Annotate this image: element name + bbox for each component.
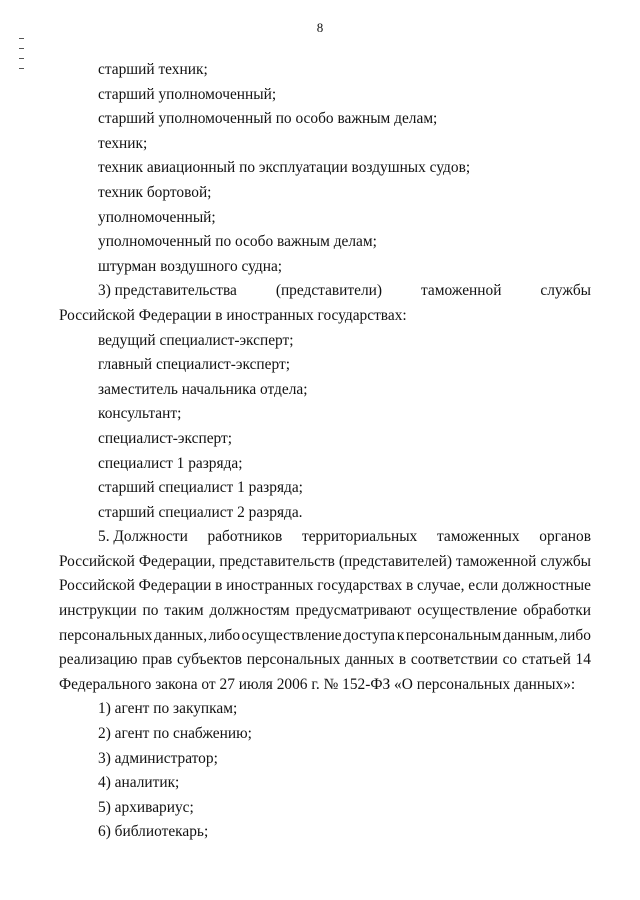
item-3-word: службы: [540, 282, 591, 300]
list-positions-a: [59, 58, 591, 279]
list-item: штурман воздушного судна;: [98, 257, 283, 275]
section-5-line: [59, 574, 591, 599]
item-3-word: 3) представительства: [98, 282, 237, 300]
paragraph-word: работников: [207, 528, 283, 546]
paragraph-word: в: [405, 577, 414, 595]
paragraph-word: должностям: [209, 602, 290, 620]
item-3-paragraph: [59, 279, 591, 328]
list-item: техник авиационный по эксплуатации воздушных судов;: [98, 159, 471, 177]
paragraph-word: персональным: [405, 626, 502, 644]
section-5-line: [59, 624, 591, 649]
paragraph-word: обработки: [523, 602, 591, 620]
list-item: техник бортовой;: [98, 183, 212, 201]
section-5-line: [59, 599, 591, 624]
paragraph-word: по: [142, 602, 159, 620]
paragraph-word: предусматривают: [295, 602, 412, 620]
paragraph-word: осуществление: [241, 626, 342, 644]
list-item: 2) агент по снабжению;: [98, 725, 252, 743]
margin-mark: [19, 58, 24, 59]
paragraph-word: таможенной: [455, 552, 537, 570]
list-item: специалист-эксперт;: [98, 429, 233, 447]
paragraph-word: осуществление: [417, 602, 518, 620]
item-3-word: (представители): [275, 282, 383, 300]
paragraph-word: либо: [208, 626, 241, 644]
paragraph-word: Российской: [59, 577, 135, 595]
section-5-last-line: Федерального закона от 27 июля 2006 г. № 152-ФЗ «О персональных данных»:: [59, 675, 576, 693]
paragraph-word: территориальных: [301, 528, 418, 546]
paragraph-word: инструкции: [59, 602, 137, 620]
section-5-paragraph: [59, 525, 591, 697]
list-item: заместитель начальника отдела;: [98, 380, 308, 398]
paragraph-word: органов: [539, 528, 591, 546]
paragraph-word: доступа: [343, 626, 396, 644]
list-item: старший специалист 2 разряда.: [98, 503, 303, 521]
item-3-word: таможенной: [420, 282, 502, 300]
paragraph-word: к: [396, 626, 405, 644]
paragraph-word: таможенных: [436, 528, 520, 546]
list-item: старший техник;: [98, 61, 208, 78]
list-item: старший специалист 1 разряда;: [98, 479, 303, 497]
list-item: специалист 1 разряда;: [98, 454, 243, 472]
paragraph-word: (представителей): [338, 552, 452, 570]
document-body: [59, 58, 591, 845]
paragraph-word: данных,: [154, 626, 208, 644]
margin-marks: [19, 38, 25, 78]
paragraph-word: 5. Должности: [98, 528, 188, 546]
paragraph-word: статьей: [521, 651, 571, 669]
paragraph-word: Федерации,: [138, 552, 216, 570]
paragraph-word: соответствии: [410, 651, 498, 669]
list-item: уполномоченный по особо важным делам;: [98, 233, 377, 251]
paragraph-word: субъектов: [176, 651, 243, 669]
list-item: главный специалист-эксперт;: [98, 356, 290, 374]
list-item: 3) администратор;: [98, 749, 218, 767]
paragraph-word: 14: [575, 651, 591, 669]
list-item: 5) архивариус;: [98, 798, 194, 816]
paragraph-word: государствах: [317, 577, 403, 595]
paragraph-word: данным,: [502, 626, 558, 644]
list-item: 1) агент по закупкам;: [98, 700, 238, 718]
paragraph-word: если: [468, 577, 499, 595]
list-positions-c: [59, 697, 591, 845]
list-item: техник;: [98, 134, 148, 152]
paragraph-word: персональных: [246, 651, 341, 669]
paragraph-word: в: [215, 577, 223, 595]
margin-mark: [19, 38, 24, 39]
margin-mark: [19, 68, 24, 69]
list-positions-b: [59, 329, 591, 526]
paragraph-word: данных: [344, 651, 395, 669]
paragraph-word: представительств: [219, 552, 335, 570]
paragraph-word: случае,: [417, 577, 465, 595]
section-5-line: [59, 550, 591, 575]
list-item: старший уполномоченный по особо важным делам;: [98, 110, 438, 128]
item-3-continuation: Российской Федерации в иностранных государствах:: [59, 306, 407, 324]
section-5-first-line: [59, 525, 591, 550]
paragraph-word: в: [398, 651, 407, 669]
list-item: 4) аналитик;: [98, 774, 180, 792]
paragraph-word: должностные: [502, 577, 591, 595]
list-item: старший уполномоченный;: [98, 85, 277, 103]
paragraph-word: либо: [559, 626, 591, 644]
list-item: уполномоченный;: [98, 208, 216, 226]
list-item: 6) библиотекарь;: [98, 823, 209, 841]
page-number: 8: [316, 20, 324, 35]
section-5-line: [59, 648, 591, 673]
paragraph-word: прав: [142, 651, 173, 669]
paragraph-word: со: [502, 651, 518, 669]
paragraph-word: таким: [164, 602, 204, 620]
list-item: ведущий специалист-эксперт;: [98, 331, 294, 349]
paragraph-word: иностранных: [226, 577, 314, 595]
paragraph-word: службы: [540, 552, 591, 570]
item-3-heading-line: [59, 279, 591, 304]
paragraph-word: персональных: [59, 626, 153, 644]
paragraph-word: Федерации: [138, 577, 212, 595]
paragraph-word: Российской: [59, 552, 135, 570]
list-item: консультант;: [98, 405, 182, 423]
margin-mark: [19, 48, 24, 49]
paragraph-word: реализацию: [59, 651, 138, 669]
